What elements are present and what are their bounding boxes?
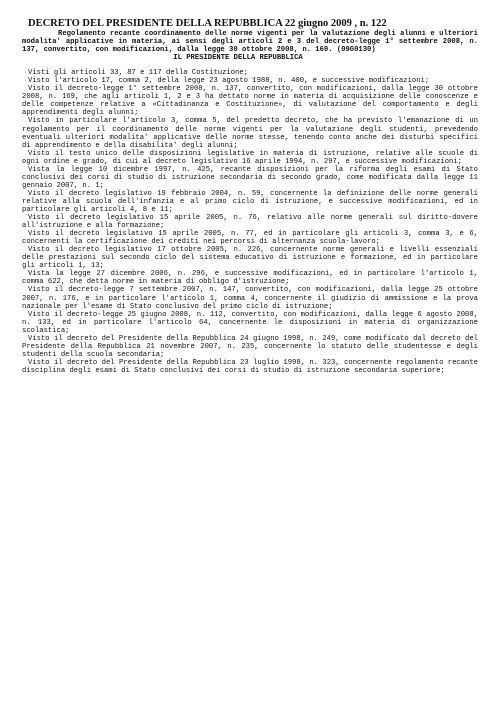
section-heading: IL PRESIDENTE DELLA REPUBBLICA <box>173 54 303 63</box>
paragraph-visto-dpr-249-1998: Visto il decreto del Presidente della Repubblica 24 giugno 1998, n. 249, come modificato dal decreto del Presidente della Repubblica 21 novembre 2007, n. 235, concernente lo statuto delle studentesse e degli studenti della scuola secondaria; <box>22 334 478 359</box>
paragraph-list <box>22 69 478 375</box>
paragraph-visto-dlgs-226-2005: Visto il decreto legislativo 17 ottobre 2005, n. 226, concernente norme generali e livelli essenziali delle prestazioni sul secondo ciclo del sistema educativo di istruzione e formazione, ed in particolare gli articoli 1, 13; <box>22 246 478 271</box>
paragraph-vista-legge-296-2006: Vista la legge 27 dicembre 2006, n. 296, e successive modificazioni, ed in particolare l'articolo 1, comma 622, che detta norme in materia di obbligo d'istruzione; <box>22 270 478 287</box>
document-page <box>22 18 478 694</box>
paragraph-visto-dlgs-76-2005: Visto il decreto legislativo 15 aprile 2005, n. 76, relativo alle norme generali sul diritto-dovere all'istruzione e alla formazione; <box>22 214 478 231</box>
paragraph-visto-dl-147-2007: Visto il decreto-legge 7 settembre 2007, n. 147, convertito, con modificazioni, dalla legge 25 ottobre 2007, n. 176, e in particolare l'articolo 1, comma 4, concernente il giudizio di ammissione e la prova nazionale per l'esame di Stato conclusivo del primo ciclo di istruzione; <box>22 286 478 311</box>
paragraph-visto-dpr-323-1998: Visto il decreto del Presidente della Repubblica 23 luglio 1998, n. 323, concernente regolamento recante disciplina degli esami di Stato conclusivi dei corsi di studio di istruzione secondaria superiore; <box>22 358 478 375</box>
document-title: DECRETO DEL PRESIDENTE DELLA REPUBBLICA 22 giugno 2009 , n. 122 <box>28 18 387 29</box>
paragraph-visto-dl-137-2008: Visto il decreto-legge 1° settembre 2008, n. 137, convertito, con modificazioni, dalla legge 30 ottobre 2008, n. 169, che agli articoli 1, 2 e 3 ha dettato norme in materia di acquisizione delle conoscenze e delle competenze relative a «Cittadinanza e Costituzione», di valutazione del comportamento e degli apprendimenti degli alunni; <box>22 85 478 118</box>
paragraph-visto-articolo-3: Visto in particolare l'articolo 3, comma 5, del predetto decreto, che ha previsto l'emanazione di un regolamento per il coordinamento delle norme vigenti per la valutazione degli studenti, prevedendo eventuali ulteriori modalita' applicative delle norme stesse, tenendo conto anche dei disturbi specifici di apprendimento e della disabilita' degli alunni; <box>22 117 478 150</box>
paragraph-visto-legge-400-1988: Visto l'articolo 17, comma 2, della legge 23 agosto 1988, n. 400, e successive modificazioni; <box>28 77 430 86</box>
paragraph-visto-costituzione: Visti gli articoli 33, 87 e 117 della Costituzione; <box>28 69 248 78</box>
document-subtitle: Regolamento recante coordinamento delle norme vigenti per la valutazione degli alunni e ulteriori modalita' applicative in materia, ai sensi degli articoli 2 e 3 del decreto-legge 1° settembre 2008, n. 137, convertito, con modificazioni, dalla legge 30 ottobre 2008, n. 169. (09G0130) <box>22 30 478 55</box>
paragraph-visto-testo-unico: Visto il testo unico delle disposizioni legislative in materia di istruzione, relative alle scuole di ogni ordine e grado, di cui al decreto legislativo 16 aprile 1994, n. 297, e successive modificazioni; <box>22 149 478 166</box>
paragraph-visto-dlgs-77-2005: Visto il decreto legislativo 15 aprile 2005, n. 77, ed in particolare gli articoli 3, comma 3, e 6, concernenti la certificazione dei crediti nei percorsi di alternanza scuola-lavoro; <box>22 230 478 247</box>
paragraph-visto-dlgs-59-2004: Visto il decreto legislativo 19 febbraio 2004, n. 59, concernente la definizione delle norme generali relative alla scuola dell'infanzia e al primo ciclo di istruzione, e successive modificazioni, ed in particolare gli articoli 4, 8 e 11; <box>22 189 478 214</box>
paragraph-visto-dl-112-2008: Visto il decreto-legge 25 giugno 2008, n. 112, convertito, con modificazioni, dalla legge 6 agosto 2008, n. 133, ed in particolare l'articolo 64, concernente le disposizioni in materia di organizzazione scolastica; <box>22 310 478 335</box>
paragraph-vista-legge-425-1997: Vista la legge 10 dicembre 1997, n. 425, recante disposizioni per la riforma degli esami di Stato conclusivi dei corsi di studio di istruzione secondaria di secondo grado, come modificata dalla legge 11 gennaio 2007, n. 1; <box>22 165 478 190</box>
